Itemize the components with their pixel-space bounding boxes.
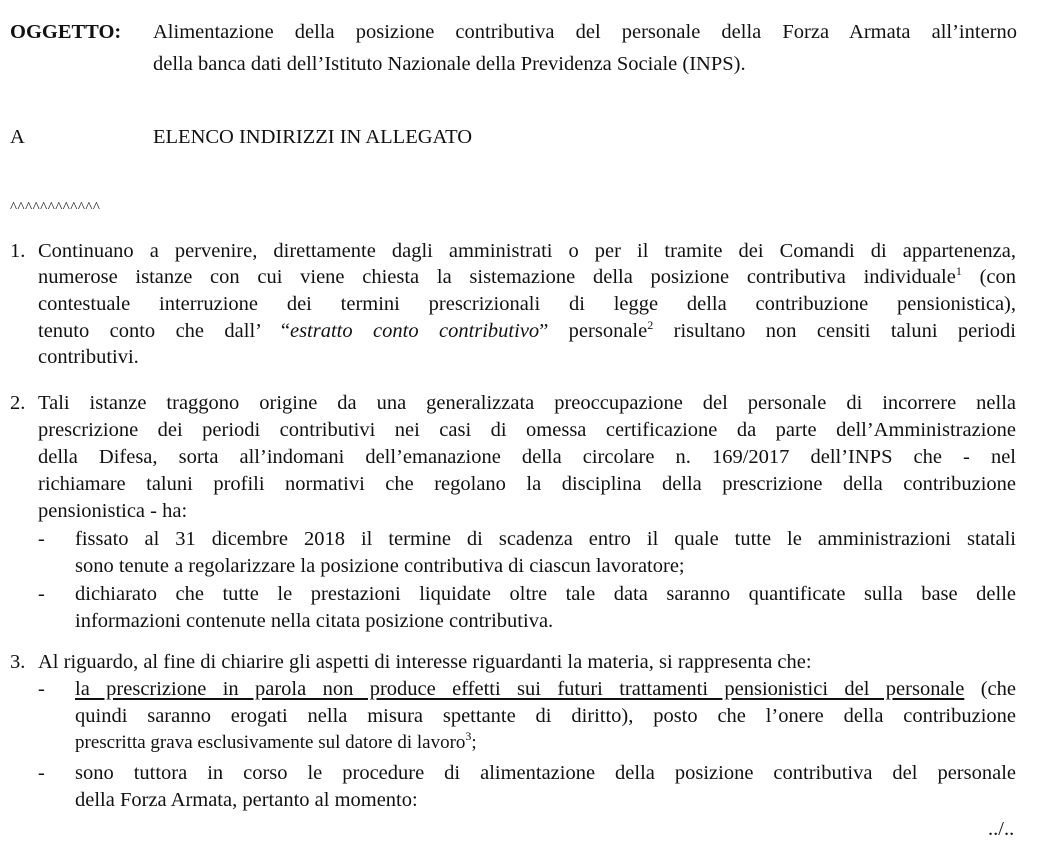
subject-line-2: della banca dati dell’Istituto Nazionale della Previdenza Sociale (INPS). (153, 53, 746, 75)
paragraph-2-bullet-2-line-2: informazioni contenute nella citata posizione contributiva. (75, 610, 554, 632)
paragraph-3-bullet-1-line-1-tail: (che (964, 678, 1016, 700)
subject-label: OGGETTO: (10, 21, 122, 43)
paragraph-2-bullet-1-dash: - (38, 528, 45, 550)
paragraph-1-line-2 (38, 265, 1016, 289)
paragraph-3-bullet-1-line-3-end: ; (471, 732, 477, 753)
separator: ^^^^^^^^^^^^ (10, 200, 101, 216)
paragraph-2-line-4: richiamare taluni profili normativi che regolano la disciplina della prescrizione della contribuzione (38, 473, 1016, 495)
paragraph-3-bullet-2-line-1: sono tuttora in corso le procedure di alimentazione della posizione contributiva del personale (75, 762, 1016, 784)
paragraph-1-line-4-start: tenuto conto che dall’ “ (38, 320, 290, 342)
continuation-mark: ../.. (988, 818, 1015, 840)
paragraph-2-bullet-1-line-2: sono tenute a regolarizzare la posizione contributiva di ciascun lavoratore; (75, 555, 685, 577)
paragraph-1-line-3: contestuale interruzione dei termini prescrizionali di legge della contribuzione pensionistica), (38, 293, 1016, 315)
paragraph-1-line-1: Continuano a pervenire, direttamente dagli amministrati o per il tramite dei Comandi di appartenenza, (38, 240, 1016, 262)
paragraph-2-number: 2. (10, 392, 26, 414)
paragraph-3-bullet-1-line-1 (75, 677, 1016, 701)
paragraph-2-line-5: pensionistica - ha: (38, 500, 188, 522)
paragraph-2-bullet-2-line-1: dichiarato che tutte le prestazioni liquidate oltre tale data saranno quantificate sulla base delle (75, 583, 1016, 605)
paragraph-1-line-2-tail: (con (961, 266, 1016, 288)
address-text: ELENCO INDIRIZZI IN ALLEGATO (153, 126, 473, 148)
address-prefix: A (10, 126, 25, 148)
paragraph-1-line-4-mid: ” personale (539, 320, 648, 342)
footnote-ref-1: 1 (955, 264, 962, 278)
paragraph-2-line-3: della Difesa, sorta all’indomani dell’emanazione della circolare n. 169/2017 dell’INPS che - nel (38, 446, 1016, 468)
paragraph-1-line-5: contributivi. (38, 346, 139, 368)
paragraph-2-bullet-1-line-1: fissato al 31 dicembre 2018 il termine di scadenza entro il quale tutte le amministrazioni statali (75, 528, 1016, 550)
footnote-ref-3: 3 (465, 729, 472, 743)
extract-title: estratto conto contributivo (289, 320, 540, 342)
paragraph-3-bullet-1-dash: - (38, 678, 45, 700)
paragraph-3-bullet-2-line-2: della Forza Armata, pertanto al momento: (75, 789, 418, 811)
paragraph-2-bullet-2-dash: - (38, 583, 45, 605)
paragraph-2-line-1: Tali istanze traggono origine da una generalizzata preoccupazione del personale di incorrere nella (38, 392, 1016, 414)
paragraph-1-line-2-text: numerose istanze con cui viene chiesta la sistemazione della posizione contributiva individuale (38, 266, 956, 288)
paragraph-3-line-1: Al riguardo, al fine di chiarire gli aspetti di interesse riguardanti la materia, si rappresenta che: (38, 651, 812, 673)
paragraph-3-bullet-1-line-2: quindi saranno erogati nella misura spettante di diritto), posto che l’onere della contribuzione (75, 705, 1016, 727)
paragraph-3-number: 3. (10, 651, 26, 673)
underlined-statement: la prescrizione in parola non produce effetti sui futuri trattamenti pensionistici del personale (75, 678, 965, 700)
footnote-ref-2: 2 (647, 318, 654, 332)
paragraph-3-bullet-2-dash: - (38, 762, 45, 784)
paragraph-1-number: 1. (10, 240, 26, 262)
paragraph-1-line-4 (38, 319, 1016, 343)
subject-line-1: Alimentazione della posizione contributiva del personale della Forza Armata all’interno (153, 21, 1017, 43)
paragraph-3-bullet-1-line-3 (75, 731, 477, 755)
paragraph-1-line-4-end: risultano non censiti taluni periodi (653, 320, 1016, 342)
paragraph-3-bullet-1-line-3-text: prescritta grava esclusivamente sul datore di lavoro (75, 732, 466, 753)
paragraph-2-line-2: prescrizione dei periodi contributivi nei casi di omessa certificazione da parte dell’Amministrazione (38, 419, 1016, 441)
